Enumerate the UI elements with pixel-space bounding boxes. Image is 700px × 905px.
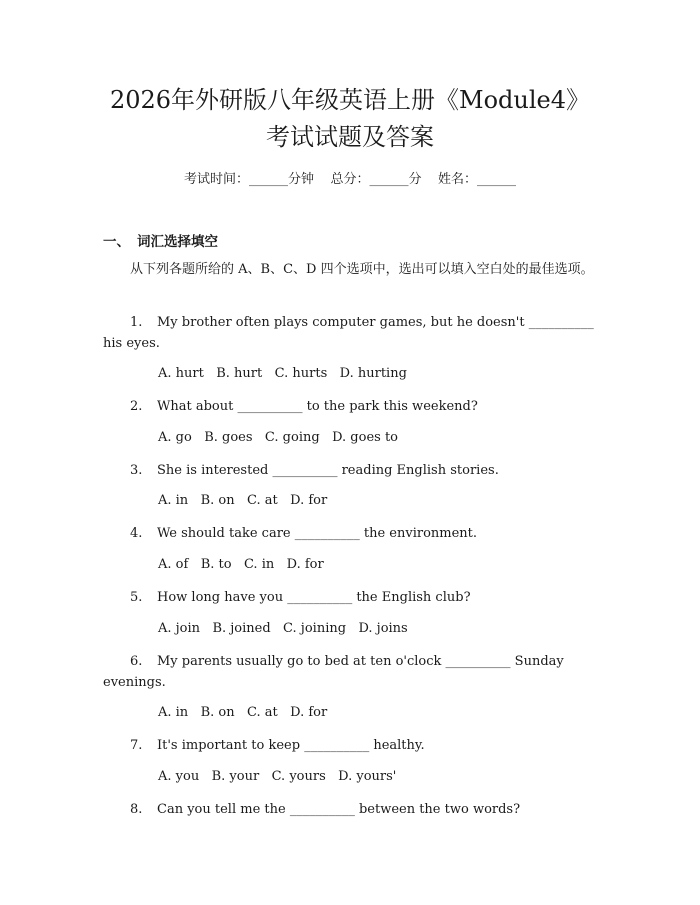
- question-text: My brother often plays computer games, but he doesn't __________ his eyes.: [103, 315, 598, 351]
- question-number: 5.: [130, 590, 143, 605]
- question-3-options: A. in B. on C. at D. for: [158, 493, 328, 508]
- document-title-line-2: 考试试题及答案: [266, 123, 434, 151]
- question-text: It's important to keep __________ healthy.: [157, 738, 425, 753]
- question-text: Can you tell me the __________ between the two words?: [157, 802, 521, 817]
- question-text: We should take care __________ the environment.: [157, 526, 478, 541]
- question-6: [103, 651, 598, 693]
- question-text: How long have you __________ the English club?: [157, 590, 471, 605]
- question-text: My parents usually go to bed at ten o'clock __________ Sunday evenings.: [103, 654, 568, 690]
- question-number: 2.: [130, 399, 143, 414]
- question-2: [103, 396, 598, 417]
- section-title: 词汇选择填空: [137, 234, 218, 250]
- section-instructions: 从下列各题所给的 A、B、C、D 四个选项中，选出可以填入空白处的最佳选项。: [130, 262, 594, 277]
- question-8: [103, 799, 598, 820]
- question-2-options: A. go B. goes C. going D. goes to: [158, 430, 398, 445]
- question-4: [103, 523, 598, 544]
- question-text: She is interested __________ reading English stories.: [157, 463, 499, 478]
- question-5: [103, 587, 598, 608]
- document-title-line-1: 2026年外研版八年级英语上册《Module4》: [109, 86, 591, 114]
- question-number: 1.: [130, 315, 143, 330]
- question-number: 6.: [130, 654, 143, 669]
- question-number: 3.: [130, 463, 143, 478]
- question-4-options: A. of B. to C. in D. for: [158, 557, 324, 572]
- question-1-options: A. hurt B. hurt C. hurts D. hurting: [158, 366, 407, 381]
- section-heading: [103, 230, 218, 250]
- question-number: 4.: [130, 526, 143, 541]
- question-text: What about __________ to the park this weekend?: [157, 399, 478, 414]
- question-1: [103, 312, 598, 354]
- exam-info-line: 考试时间：______分钟 总分：______分 姓名：______: [183, 172, 517, 187]
- section-number: 一、: [103, 234, 130, 250]
- question-7-options: A. you B. your C. yours D. yours': [158, 769, 397, 784]
- question-7: [103, 735, 598, 756]
- question-5-options: A. join B. joined C. joining D. joins: [158, 621, 408, 636]
- question-number: 8.: [130, 802, 143, 817]
- question-6-options: A. in B. on C. at D. for: [158, 705, 328, 720]
- question-number: 7.: [130, 738, 143, 753]
- question-3: [103, 460, 598, 481]
